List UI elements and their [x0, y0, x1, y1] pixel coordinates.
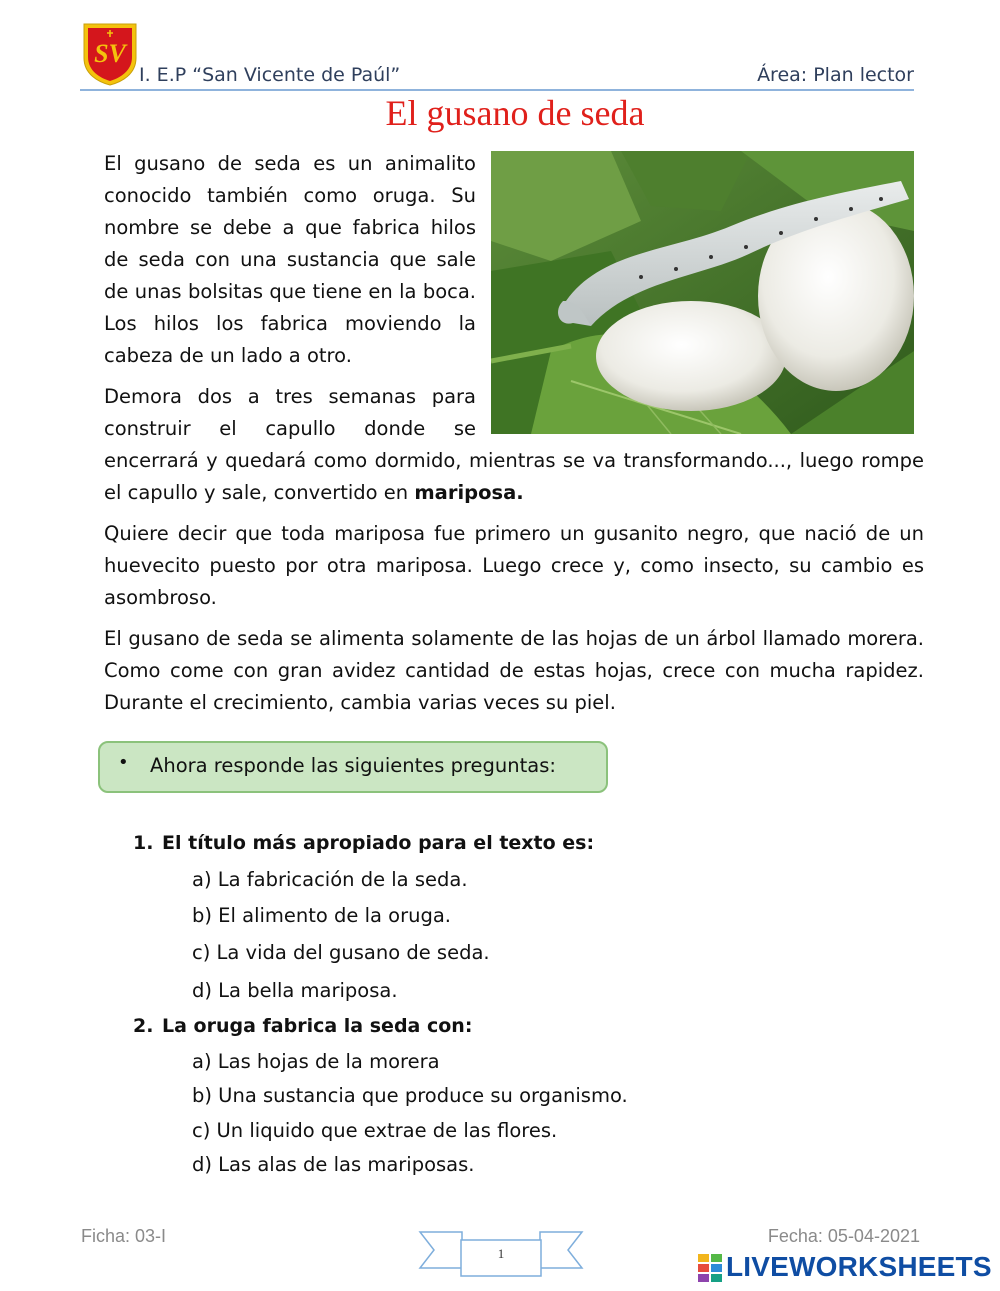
question-2-option-b[interactable]: b) Una sustancia que produce su organismo.	[192, 1084, 628, 1107]
paragraph-2-start	[104, 381, 476, 445]
question-2-number: 2.	[133, 1015, 154, 1037]
question-2	[133, 1015, 472, 1037]
paragraph-2-text: encerrará y quedará como dormido, mientras se va transformando..., luego rompe el capullo y sale, convertido en	[104, 449, 924, 504]
question-2-option-a[interactable]: a) Las hojas de la morera	[192, 1050, 440, 1073]
worksheet-code: Ficha: 03-I	[81, 1226, 167, 1246]
school-name: I. E.P “San Vicente de Paúl”	[139, 64, 401, 86]
instruction-text: Ahora responde las siguientes preguntas:	[150, 754, 556, 777]
page-number: 1	[497, 1246, 505, 1261]
question-2-option-d[interactable]: d) Las alas de las mariposas.	[192, 1153, 475, 1176]
question-1-option-d[interactable]: d) La bella mariposa.	[192, 979, 398, 1002]
paragraph-2-rest	[104, 445, 924, 509]
question-1-option-c[interactable]: c) La vida del gusano de seda.	[192, 941, 490, 964]
worksheet-date: Fecha: 05-04-2021	[767, 1226, 920, 1246]
question-2-option-c[interactable]: c) Un liquido que extrae de las flores.	[192, 1119, 558, 1142]
school-logo	[80, 22, 140, 86]
liveworksheets-logo-icon	[698, 1253, 724, 1285]
header-divider	[80, 89, 914, 91]
subject-area: Área: Plan lector	[757, 64, 914, 86]
paragraph-1: El gusano de seda es un animalito conocido también como oruga. Su nombre se debe a que fabrica hilos de seda con una sustancia que sale de unas bolsitas que tiene en la boca. Los hilos los fabrica moviendo la cabeza de un lado a otro.	[104, 152, 476, 367]
instruction-bullet: •	[118, 752, 129, 773]
paragraph-2-bold-word: mariposa.	[414, 481, 524, 504]
question-1	[133, 832, 594, 854]
question-1-number: 1.	[133, 832, 154, 854]
question-2-text: La oruga fabrica la seda con:	[162, 1015, 473, 1037]
paragraph-2-line-2: construir el capullo donde se	[104, 417, 476, 440]
question-1-text: El título más apropiado para el texto es:	[162, 832, 595, 854]
question-1-option-b[interactable]: b) El alimento de la oruga.	[192, 904, 452, 927]
paragraph-2-line-1: Demora dos a tres semanas para	[104, 385, 476, 408]
logo-monogram: SV	[94, 39, 126, 68]
paragraph-4: El gusano de seda se alimenta solamente de las hojas de un árbol llamado morera. Como come con gran avidez cantidad de estas hojas, crece con mucha rapidez. Durante el crecimiento, cambia varias veces su piel.	[104, 627, 924, 714]
question-1-option-a[interactable]: a) La fabricación de la seda.	[192, 868, 468, 891]
silkworm-photo	[491, 151, 914, 434]
liveworksheets-brand: LIVEWORKSHEETS	[726, 1251, 992, 1282]
paragraph-3: Quiere decir que toda mariposa fue primero un gusanito negro, que nació de un huevecito puesto por otra mariposa. Luego crece y, como insecto, su cambio es asombroso.	[104, 522, 924, 609]
page-title: El gusano de seda	[385, 93, 645, 133]
